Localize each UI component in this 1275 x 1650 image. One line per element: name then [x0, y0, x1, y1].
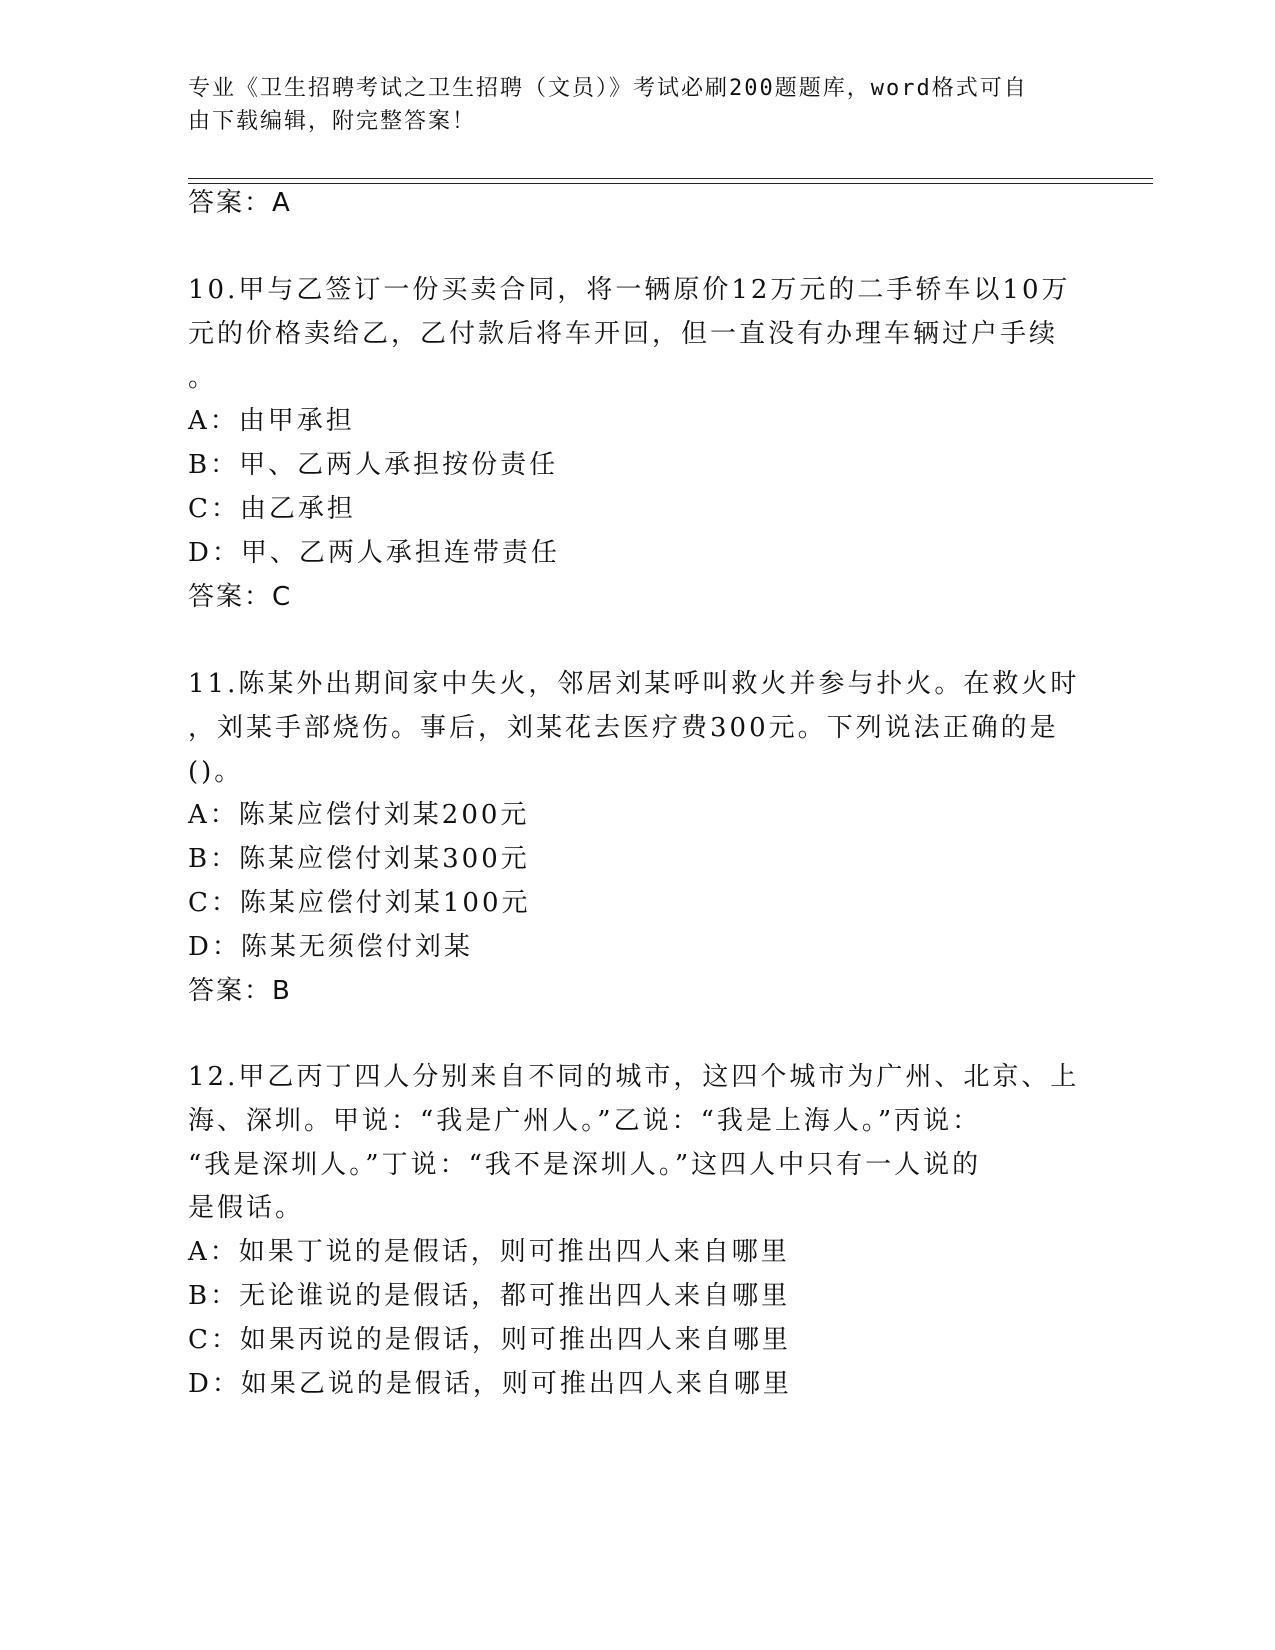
question-10-option-b: B：甲、乙两人承担按份责任	[188, 450, 559, 480]
header-line-1: 专业《卫生招聘考试之卫生招聘（文员）》考试必刷200题题库，word格式可自	[188, 76, 1028, 101]
question-12-line-4: 是假话。	[188, 1193, 305, 1223]
question-10-option-d: D：甲、乙两人承担连带责任	[188, 538, 560, 568]
question-10-option-a: A：由甲承担	[188, 406, 355, 436]
question-11-option-a: A：陈某应偿付刘某200元	[188, 800, 530, 830]
question-12-line-1: 12.甲乙丙丁四人分别来自不同的城市，这四个城市为广州、北京、上	[188, 1062, 1080, 1092]
question-11-option-b: B：陈某应偿付刘某300元	[188, 844, 530, 874]
question-11-answer: 答案：B	[188, 976, 292, 1006]
question-12-option-d: D：如果乙说的是假话，则可推出四人来自哪里	[188, 1369, 792, 1399]
question-12-line-3: “我是深圳人。”丁说：“我不是深圳人。”这四人中只有一人说的	[188, 1150, 982, 1180]
previous-answer: 答案：A	[188, 188, 292, 218]
question-11-line-2: ，刘某手部烧伤。事后，刘某花去医疗费300元。下列说法正确的是	[188, 713, 1059, 743]
document-header	[188, 72, 1088, 138]
question-10-line-2: 元的价格卖给乙，乙付款后将车开回，但一直没有办理车辆过户手续	[188, 319, 1059, 349]
header-rule-top	[188, 178, 1153, 179]
header-rule-bottom	[188, 183, 1153, 184]
question-10-option-c: C：由乙承担	[188, 494, 356, 524]
question-12-option-c: C：如果丙说的是假话，则可推出四人来自哪里	[188, 1325, 791, 1355]
question-11-line-1: 11.陈某外出期间家中失火，邻居刘某呼叫救火并参与扑火。在救火时	[188, 669, 1080, 699]
question-12-option-b: B：无论谁说的是假话，都可推出四人来自哪里	[188, 1281, 791, 1311]
question-11-line-3: ()。	[188, 757, 244, 787]
header-line-2: 由下载编辑，附完整答案！	[188, 109, 477, 134]
question-12-line-2: 海、深圳。甲说：“我是广州人。”乙说：“我是上海人。”丙说：	[188, 1106, 982, 1136]
question-10-line-3: 。	[188, 363, 218, 393]
question-11-option-d: D：陈某无须偿付刘某	[188, 932, 473, 962]
question-10-line-1: 10.甲与乙签订一份买卖合同，将一辆原价12万元的二手轿车以10万	[188, 275, 1071, 305]
question-12-option-a: A：如果丁说的是假话，则可推出四人来自哪里	[188, 1237, 790, 1267]
question-10-answer: 答案：C	[188, 582, 293, 612]
question-11-option-c: C：陈某应偿付刘某100元	[188, 888, 531, 918]
